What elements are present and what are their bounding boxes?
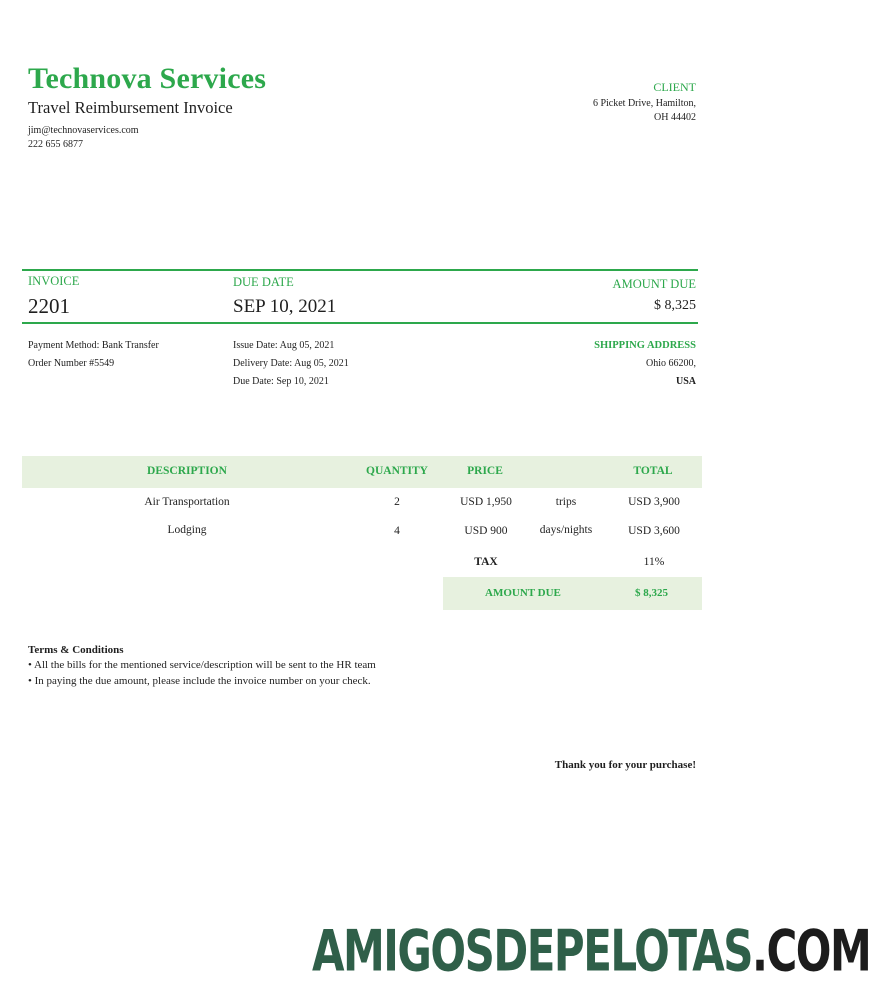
summary-top-rule xyxy=(22,269,698,271)
item-total: USD 3,600 xyxy=(628,525,680,537)
invoice-number: 2201 xyxy=(28,294,70,318)
shipping-address-label: SHIPPING ADDRESS xyxy=(594,340,696,351)
item-unit: days/nights xyxy=(539,524,593,536)
client-label: CLIENT xyxy=(653,80,696,94)
item-quantity: 2 xyxy=(394,496,400,508)
item-description: Lodging xyxy=(167,524,207,536)
watermark-suffix: .COM xyxy=(752,918,870,985)
watermark xyxy=(312,918,870,1002)
terms-line: • All the bills for the mentioned service/description will be sent to the HR team xyxy=(28,659,376,671)
contact-email: jim@technovaservices.com xyxy=(28,125,139,136)
shipping-address-line1: Ohio 66200, xyxy=(646,358,696,369)
payment-method: Payment Method: Bank Transfer xyxy=(28,340,159,351)
order-number: Order Number #5549 xyxy=(28,358,115,369)
summary-bottom-rule xyxy=(22,322,698,324)
item-total: USD 3,900 xyxy=(628,496,680,508)
table-amount-due-label: AMOUNT DUE xyxy=(485,587,561,599)
column-header-description: DESCRIPTION xyxy=(147,465,227,477)
company-name: Technova Services xyxy=(28,62,267,95)
tax-label: TAX xyxy=(474,556,498,568)
column-header-price: PRICE xyxy=(467,465,503,477)
invoice-label: INVOICE xyxy=(28,274,80,288)
due-date-detail: Due Date: Sep 10, 2021 xyxy=(233,376,329,387)
table-amount-due-value: $ 8,325 xyxy=(635,587,668,599)
due-date-value: SEP 10, 2021 xyxy=(233,296,337,317)
issue-date: Issue Date: Aug 05, 2021 xyxy=(233,340,335,351)
shipping-address-line2: USA xyxy=(675,376,696,387)
document-title: Travel Reimbursement Invoice xyxy=(28,98,233,117)
client-address-line2: OH 44402 xyxy=(654,112,696,123)
items-table-header xyxy=(22,456,702,488)
amount-due-label: AMOUNT DUE xyxy=(612,277,696,291)
watermark-main: AMIGOSDEPELOTAS xyxy=(312,918,752,985)
item-unit: trips xyxy=(555,496,577,508)
contact-phone: 222 655 6877 xyxy=(28,139,83,150)
delivery-date: Delivery Date: Aug 05, 2021 xyxy=(233,358,349,369)
item-price: USD 900 xyxy=(464,525,508,537)
thank-you-note: Thank you for your purchase! xyxy=(554,759,696,771)
column-header-quantity: QUANTITY xyxy=(366,465,428,477)
amount-due-value: $ 8,325 xyxy=(654,298,696,313)
item-quantity: 4 xyxy=(394,525,400,537)
client-address-line1: 6 Picket Drive, Hamilton, xyxy=(592,98,696,109)
column-header-total: TOTAL xyxy=(633,465,673,477)
item-description: Air Transportation xyxy=(144,496,230,508)
terms-title: Terms & Conditions xyxy=(28,644,124,656)
terms-line: • In paying the due amount, please include the invoice number on your check. xyxy=(28,675,371,687)
item-price: USD 1,950 xyxy=(460,496,512,508)
tax-value: 11% xyxy=(643,556,665,568)
due-date-label: DUE DATE xyxy=(233,275,294,289)
